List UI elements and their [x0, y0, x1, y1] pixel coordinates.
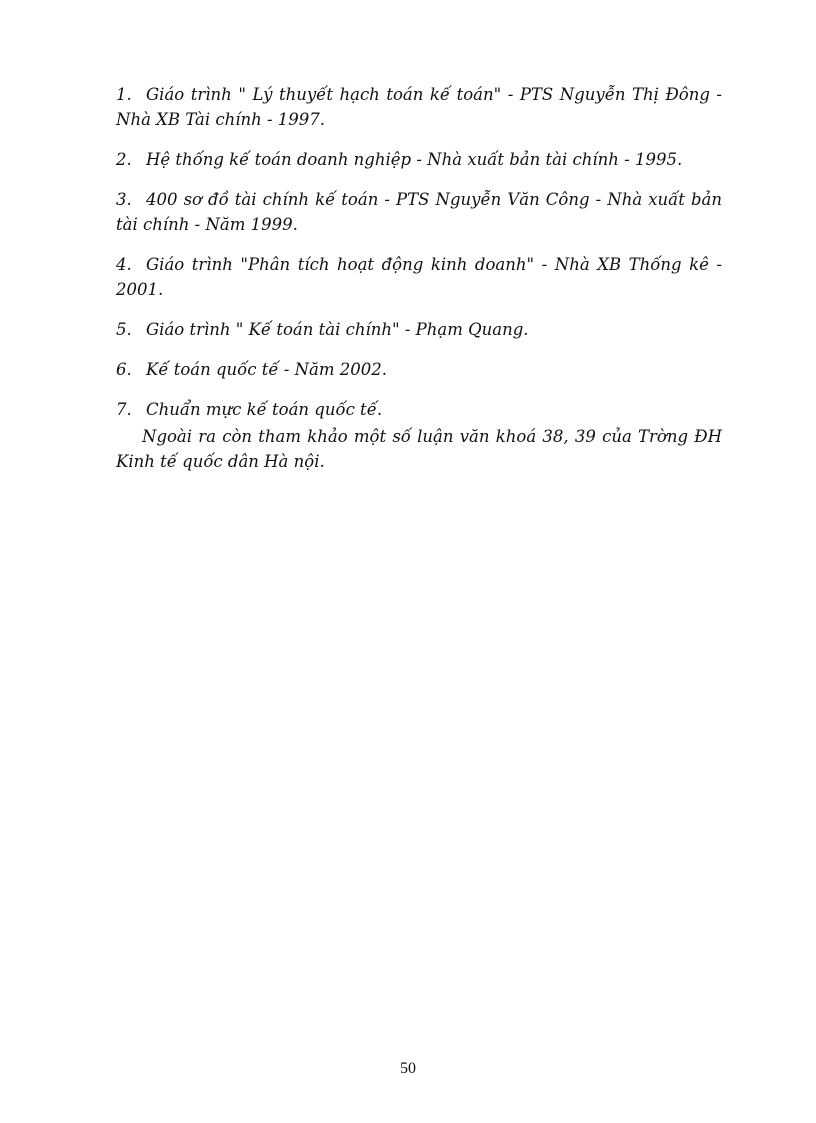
reference-number: 1. — [116, 85, 132, 104]
reference-number: 4. — [116, 255, 132, 274]
reference-text: Giáo trình "Phân tích hoạt động kinh doanh" - Nhà XB Thống kê - 2001. — [116, 255, 722, 299]
reference-number: 2. — [116, 150, 132, 169]
reference-number: 5. — [116, 320, 132, 339]
reference-item — [116, 317, 722, 342]
reference-item — [116, 357, 722, 382]
additional-references-note: Ngoài ra còn tham khảo một số luận văn khoá 38, 39 của Trờng ĐH Kinh tế quốc dân Hà nội. — [116, 427, 722, 471]
reference-text: Hệ thống kế toán doanh nghiệp - Nhà xuất bản tài chính - 1995. — [146, 150, 683, 169]
reference-item — [116, 187, 722, 237]
reference-text: Kế toán quốc tế - Năm 2002. — [146, 360, 388, 379]
reference-item — [116, 252, 722, 302]
reference-text: 400 sơ đồ tài chính kế toán - PTS Nguyễn Văn Công - Nhà xuất bản tài chính - Năm 1999. — [116, 190, 722, 234]
reference-item — [116, 397, 722, 422]
reference-text: Giáo trình " Kế toán tài chính" - Phạm Quang. — [146, 320, 529, 339]
reference-item — [116, 82, 722, 132]
reference-number: 6. — [116, 360, 132, 379]
reference-text: Chuẩn mực kế toán quốc tế. — [146, 400, 383, 419]
page-number: 50 — [400, 1060, 416, 1077]
reference-number: 7. — [116, 400, 132, 419]
reference-list — [116, 82, 722, 437]
reference-text: Giáo trình " Lý thuyết hạch toán kế toán" - PTS Nguyễn Thị Đông - Nhà XB Tài chính - 1997. — [116, 85, 722, 129]
reference-number: 3. — [116, 190, 132, 209]
reference-item — [116, 147, 722, 172]
